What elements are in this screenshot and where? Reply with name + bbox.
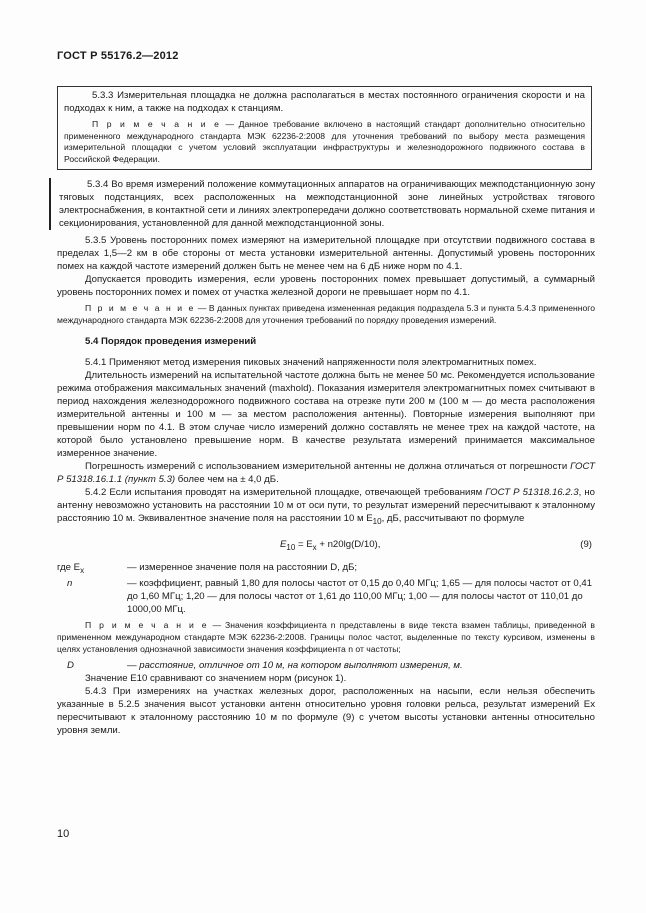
section-title-54: 5.4 Порядок проведения измерений xyxy=(85,335,257,347)
paragraph-543: 5.4.3 При измерениях на участках железных дорог, расположенных на насыпи, если нельзя обеспечить указанные в 5.2.5 значения высот установки антенн относительно уровня головки рельса, результат измерений Ex пересчитывают к эталонному расстоянию 10 м по формуле (9) с учетом высоты установки антенны относительно уровня земли. xyxy=(57,686,595,737)
note-label: П р и м е ч а н и е xyxy=(92,119,221,129)
note-label: П р и м е ч а н и е xyxy=(85,620,209,631)
formula-9 xyxy=(57,535,595,553)
note-text: — Данное требование включено в настоящий стандарт дополнительно относительно примененного международного стандарта МЭК 62236-2:2008 для уточнения требований по выбору места размещения измерительной площадки с учетом условий эксплуатации инфраструктуры и железнодорожного подвижного состава в Российской Федерации. xyxy=(64,119,585,164)
page-number: 10 xyxy=(57,828,70,840)
page-header: ГОСТ Р 55176.2—2012 xyxy=(57,50,179,62)
boxed-section-533 xyxy=(57,86,592,170)
note-535 xyxy=(57,303,595,326)
paragraph-535b: Допускается проводить измерения, если уровень посторонних помех превышает допустимый, а суммарный уровень посторонних помех и помех от участка железной дороги не превышает норм по 4.1. xyxy=(57,274,595,299)
paragraph-534: 5.3.4 Во время измерений положение коммутационных аппаратов на ограничивающих межподстанционную зону тяговых подстанциях, всех расположенных на межподстанционной зоне линейных устройствах тягового электроснабжения, в контактной сети и линиях электропередачи должно соответствовать нормальной схеме питания и секционирования, установленной для данной межподстанционной зоны. xyxy=(59,179,595,230)
document-body xyxy=(57,86,595,737)
paragraph-541: 5.4.1 Применяют метод измерения пиковых значений напряженности поля электромагнитных помех. xyxy=(85,356,537,368)
paragraph-535: 5.3.5 Уровень посторонних помех измеряют на измерительной площадке при отсутствии подвижного состава в пределах 1,5—2 км в обе стороны от места установки измерительной антенны. Допустимый уровень посторонних помех на каждой частоте измерений должен быть не менее чем на 6 дБ ниже норм по 4.1. xyxy=(57,235,595,273)
paragraph-533: 5.3.3 Измерительная площадка не должна располагаться в местах постоянного ограничения скорости и на подходах к ним, а также на подходах к станциям. xyxy=(64,90,585,114)
formula-number: (9) xyxy=(580,539,592,551)
note-text: — Значения коэффициента n представлены в виде текста взамен таблицы, приведенной в примененном международном стандарте МЭК 62236-2:2008. Границы полос частот, выделенные по тексту курсивом, изменены в целях установления однозначной зависимости значения коэффициента n от частоты; xyxy=(57,620,596,654)
definition-ex: где $E_x$ — измеренное значение поля на расстоянии D, дБ; xyxy=(57,562,358,576)
note-coefficient xyxy=(57,620,595,655)
formula-expression: $E_{10} = E_x + n20\lg(D/10)$, xyxy=(280,539,381,553)
note-label: П р и м е ч а н и е xyxy=(85,303,196,314)
changed-section-534 xyxy=(49,178,595,230)
standard-reference: ГОСТ Р 51318.16.2.3 xyxy=(485,486,579,498)
definition-d: D — расстояние, отличное от 10 м, на котором выполняют измерения, м. xyxy=(67,660,463,672)
note-533 xyxy=(64,119,585,165)
definition-n: n — коэффициент, равный 1,80 для полосы частот от 0,15 до 0,40 МГц; 1,65 — для полосы частот от 0,41 до 1,60 МГц; 1,20 — для полосы частот от 1,61 до 110,00 МГц; 1,00 — для полосы частот от 110,01 до 1000,00 МГц. xyxy=(67,578,593,616)
note-text: — В данных пунктах приведена измененная редакция подраздела 5.3 и пункта 5.4.3 примененного международного стандарта МЭК 62236-2:2008 для уточнения требований по порядку проведения измерений. xyxy=(57,303,596,325)
paragraph-e10: Значение E10 сравнивают со значением норм (рисунок 1). xyxy=(85,673,347,685)
paragraph-541c: Погрешность измерений с использованием измерительной антенны не должна отличаться от погрешности ГОСТ Р 51318.16.1.1 (пункт 5.3) более чем на ± 4,0 дБ. xyxy=(57,460,595,485)
paragraph-541b: Длительность измерений на испытательной частоте должна быть не менее 50 мс. Рекомендуется использование режима отображения максимальных значений (maxhold). Показания измерителя электромагнитных помех считывают в период нахождения железнодорожного подвижного состава на отрезке пути 200 м (100 м — до места расположения измерительной антенны и 100 м — за местом расположения антенны). Повторные измерения выполняют при превышении норм по 4.1. В этом случае число измерений должно составлять не менее трех на каждой частоте, на которой было установлено превышение норм. В качестве результата измерений принимается максимальное измеренное значение. xyxy=(57,369,595,459)
standard-reference: ГОСТ Р 51318.16.1.1 (пункт 5.3) xyxy=(57,460,595,485)
paragraph-542: 5.4.2 Если испытания проводят на измерительной площадке, отвечающей требованиям ГОСТ Р 51318.16.2.3, но антенну невозможно установить на расстоянии 10 м от оси пути, то результат измерений пересчитывают к эталонному расстоянию 10 м. Эквивалентное значение поля на расстоянии 10 м $E_{10}$, дБ, рассчитывают по формуле xyxy=(57,486,595,526)
